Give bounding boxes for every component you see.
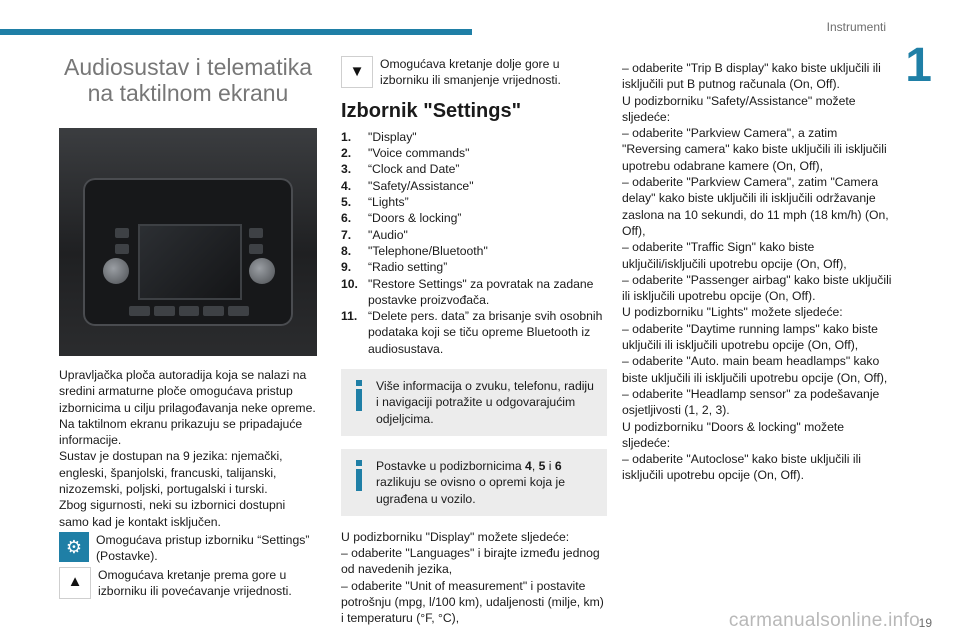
- list-text: "Restore Settings" za povratak na zadane postavke proizvođača.: [368, 276, 594, 307]
- side-button: [115, 228, 129, 238]
- info-text: Više informacija o zvuku, telefonu, radiju i navigaciji potražite u odgovarajućim odjeljcima.: [376, 379, 594, 426]
- list-num: 4.: [341, 178, 352, 193]
- list-num: 6.: [341, 211, 352, 226]
- paragraph: – odaberite "Parkview Camera", zatim "Camera delay" kako biste uključili ili isključili održavanje zaslona na 10 sekundi, do 11 mph (18 km/h) (On, Off),: [622, 175, 889, 238]
- paragraph: – odaberite "Languages" i birajte između jednog od navedenih jezika,: [341, 546, 600, 577]
- list-text: "Telephone/Bluetooth": [368, 243, 488, 258]
- paragraph: – odaberite "Daytime running lamps" kako biste uključili ili isključili upotrebu opcije (On, Off),: [622, 321, 878, 353]
- panel-button: [129, 306, 150, 316]
- list-item: [341, 145, 607, 161]
- list-item: [341, 161, 607, 177]
- column-3: [622, 60, 894, 484]
- icon-item-up: [59, 567, 317, 600]
- list-item: [341, 129, 607, 145]
- page-number: 19: [918, 616, 932, 630]
- header-accent-bar: [0, 29, 472, 35]
- paragraph: U podizborniku "Safety/Assistance" možete sljedeće:: [622, 93, 856, 124]
- icon-item-text: Omogućava pristup izborniku “Settings” (Postavke).: [96, 532, 310, 564]
- paragraph: – odaberite "Autoclose" kako biste uključili ili isključili upotrebu opcije (On, Off).: [622, 452, 861, 483]
- icon-item-text: Omogućava kretanje prema gore u izborniku ili povećavanje vrijednosti.: [98, 567, 292, 598]
- info-text: i: [545, 458, 555, 473]
- title-line-2: na taktilnom ekranu: [87, 80, 289, 106]
- side-button: [115, 244, 129, 254]
- list-num: 1.: [341, 129, 352, 144]
- info-box: [341, 369, 607, 436]
- list-item: [341, 227, 607, 243]
- info-bold: 4: [525, 458, 532, 473]
- paragraph: U podizborniku "Display" možete sljedeće:: [341, 529, 570, 544]
- list-text: “Radio setting”: [368, 260, 448, 275]
- icon-item-down: [341, 56, 607, 89]
- info-icon: [351, 460, 367, 494]
- list-text: "Audio": [368, 227, 408, 242]
- arrow-up-icon: ▲: [59, 567, 91, 599]
- info-box: [341, 449, 607, 516]
- panel-button: [228, 306, 249, 316]
- list-num: 9.: [341, 260, 352, 275]
- paragraph: – odaberite "Headlamp sensor" za podešavanje osjetljivosti (1, 2, 3).: [622, 386, 880, 418]
- paragraph: Upravljačka ploča autoradija koja se nalazi na sredini armaturne ploče omogućava pristup izbornicima u cilju prilagođavanja neke opreme.: [59, 368, 316, 415]
- info-text: razlikuju se ovisno o opremi koja je ugrađena u vozilo.: [376, 475, 565, 506]
- list-text: "Display": [368, 129, 417, 144]
- list-text: “Lights”: [368, 195, 409, 210]
- side-button: [249, 228, 263, 238]
- page-title: [59, 54, 317, 106]
- list-text: "Safety/Assistance": [368, 178, 474, 193]
- settings-gear-icon: ⚙: [59, 532, 89, 562]
- info-bold: 6: [554, 458, 562, 473]
- list-item: [341, 178, 607, 194]
- info-icon: [351, 380, 367, 414]
- list-item: [341, 243, 607, 259]
- icon-item-settings: [59, 532, 317, 565]
- paragraph: – odaberite "Parkview Camera", a zatim "Reversing camera" kako biste uključili ili isključili upotrebu odabrane kamere (On, Off),: [622, 126, 887, 173]
- list-num: 7.: [341, 227, 352, 242]
- volume-knob: [103, 258, 129, 284]
- list-num: 3.: [341, 162, 352, 177]
- radio-panel-photo: [59, 128, 317, 356]
- paragraph: Zbog sigurnosti, neki su izbornici dostupni samo kad je kontakt isključen.: [59, 498, 286, 529]
- title-line-1: Audiosustav i telematika: [63, 54, 312, 80]
- paragraph: U podizborniku "Lights" možete sljedeće:: [622, 305, 843, 320]
- arrow-down-icon: ▼: [341, 56, 373, 88]
- settings-heading: Izbornik "Settings": [341, 99, 522, 122]
- panel-button-row: [129, 306, 249, 316]
- panel-button: [154, 306, 175, 316]
- list-item: [341, 276, 607, 309]
- paragraph: Na taktilnom ekranu prikazuju se pripadajuće informacije.: [59, 416, 303, 448]
- paragraph: – odaberite "Traffic Sign" kako biste uključili/isključili upotrebu opcije (On, Off),: [622, 240, 847, 271]
- chapter-number: 1: [905, 39, 932, 92]
- touch-screen: [138, 224, 242, 300]
- paragraph: – odaberite "Unit of measurement" i postavite potrošnju (mpg, l/100 km), udaljenosti (milje, km) i temperaturu (°F, °C),: [341, 578, 604, 626]
- list-item: [341, 308, 607, 357]
- column-1: [59, 54, 317, 599]
- paragraph: – odaberite "Auto. main beam headlamps" kako biste uključili ili isključili upotrebu opcije (On, Off),: [622, 354, 888, 385]
- info-text: Postavke u podizbornicima: [376, 458, 526, 473]
- list-num: 10.: [341, 276, 358, 291]
- list-num: 11.: [341, 309, 358, 324]
- column-2: [341, 56, 607, 627]
- section-title: Instrumenti: [826, 20, 886, 34]
- paragraph: U podizborniku "Doors & locking" možete sljedeće:: [622, 419, 845, 450]
- list-item: [341, 210, 607, 226]
- watermark: carmanualsonline.info: [728, 610, 920, 631]
- panel-button: [179, 306, 200, 316]
- paragraph: – odaberite "Trip B display" kako biste uključili ili isključili put B putnog računala (On, Off).: [622, 61, 881, 92]
- icon-item-text: Omogućava kretanje dolje gore u izborniku ili smanjenje vrijednosti.: [380, 57, 561, 88]
- paragraph: – odaberite "Passenger airbag" kako biste uključili ili isključili upotrebu opcije (On, Off).: [622, 272, 892, 304]
- list-text: "Voice commands": [368, 146, 470, 161]
- side-button: [249, 244, 263, 254]
- info-bold: 5: [538, 458, 546, 473]
- list-num: 8.: [341, 243, 352, 258]
- list-text: “Delete pers. data” za brisanje svih osobnih podataka koji se tiču opreme Bluetooth iz audiosustava.: [368, 309, 603, 356]
- list-item: [341, 194, 607, 210]
- list-text: “Clock and Date”: [368, 162, 460, 177]
- list-text: “Doors & locking”: [368, 211, 462, 226]
- paragraph: Sustav je dostupan na 9 jezika: njemački, engleski, španjolski, francuski, talijanski, nizozemski, poljski, portugalski i turski.: [59, 449, 283, 497]
- list-num: 5.: [341, 195, 352, 210]
- tuning-knob: [249, 258, 275, 284]
- settings-list: [341, 129, 607, 357]
- list-num: 2.: [341, 146, 352, 161]
- list-item: [341, 259, 607, 275]
- panel-button: [203, 306, 224, 316]
- info-text: ,: [531, 458, 539, 473]
